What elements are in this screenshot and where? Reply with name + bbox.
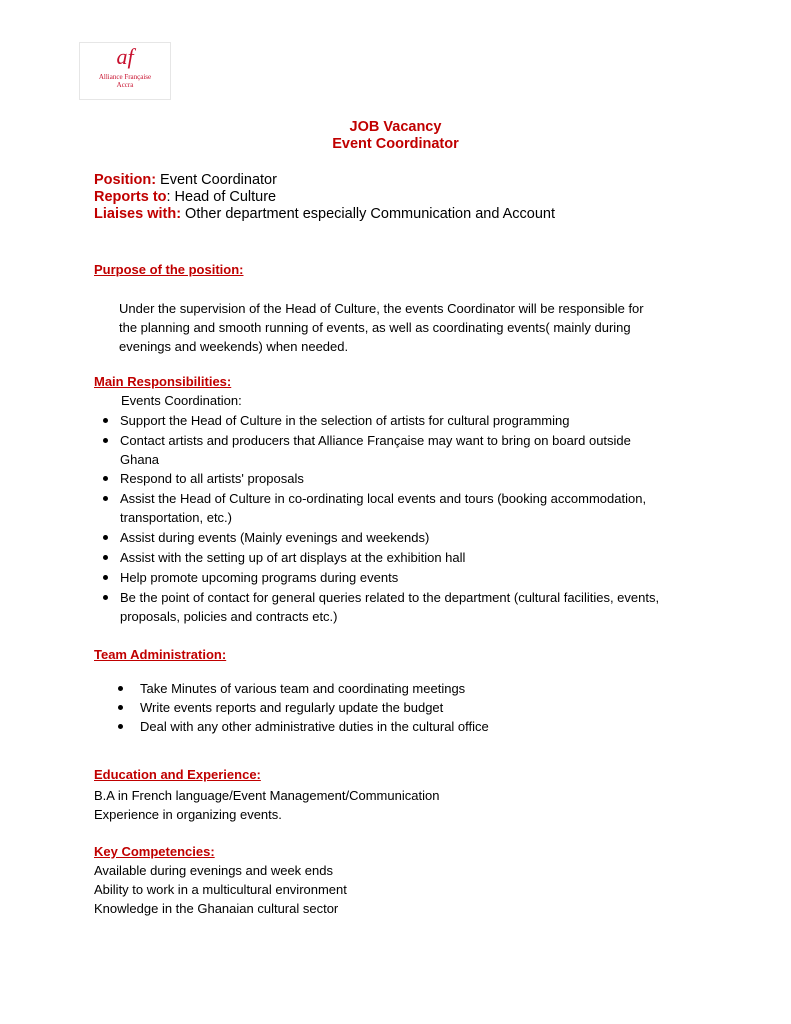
education-heading: Education and Experience: — [94, 767, 261, 782]
purpose-line: the planning and smooth running of events, as well as coordinating events( mainly during — [119, 320, 631, 335]
responsibility-item-continued: Ghana — [120, 452, 160, 467]
document-subtitle: Event Coordinator — [332, 136, 459, 152]
reports-to-value: : Head of Culture — [166, 189, 277, 205]
purpose-line: Under the supervision of the Head of Culture, the events Coordinator will be responsible for — [119, 301, 644, 316]
bullet-icon — [118, 705, 123, 710]
responsibility-item: Help promote upcoming programs during events — [120, 570, 399, 585]
position-row — [94, 172, 277, 189]
bullet-icon — [103, 476, 108, 481]
team-item: Write events reports and regularly update the budget — [140, 700, 444, 715]
education-line: Experience in organizing events. — [94, 807, 282, 822]
liaises-with-value: Other department especially Communication and Account — [181, 206, 556, 222]
purpose-line: evenings and weekends) when needed. — [119, 339, 349, 354]
team-item: Take Minutes of various team and coordinating meetings — [140, 681, 466, 696]
competency-line: Available during evenings and week ends — [94, 863, 333, 878]
responsibility-item: Be the point of contact for general queries related to the department (cultural facilities, events, — [120, 590, 660, 605]
liaises-with-label: Liaises with: — [94, 206, 182, 222]
responsibility-item: Support the Head of Culture in the selection of artists for cultural programming — [120, 413, 570, 428]
education-line: B.A in French language/Event Management/Communication — [94, 788, 440, 803]
responsibilities-intro: Events Coordination: — [121, 393, 242, 408]
logo-name: Alliance Française — [98, 73, 152, 81]
responsibility-item: Assist during events (Mainly evenings and weekends) — [120, 530, 430, 545]
bullet-icon — [118, 686, 123, 691]
competency-line: Knowledge in the Ghanaian cultural sector — [94, 901, 339, 916]
reports-to-label: Reports to — [94, 189, 167, 205]
reports-to-row — [94, 189, 276, 206]
bullet-icon — [103, 438, 108, 443]
competencies-heading: Key Competencies: — [94, 844, 215, 859]
bullet-icon — [118, 724, 123, 729]
responsibilities-heading: Main Responsibilities: — [94, 374, 232, 389]
logo-mark: af — [116, 44, 134, 69]
alliance-francaise-logo — [79, 42, 171, 100]
bullet-icon — [103, 575, 108, 580]
responsibility-item: Assist the Head of Culture in co-ordinating local events and tours (booking accommodation, — [120, 491, 647, 506]
bullet-icon — [103, 535, 108, 540]
position-label: Position: — [94, 172, 157, 188]
responsibility-item: Respond to all artists' proposals — [120, 471, 304, 486]
responsibility-item-continued: proposals, policies and contracts etc.) — [120, 609, 338, 624]
bullet-icon — [103, 418, 108, 423]
bullet-icon — [103, 496, 108, 501]
team-administration-heading: Team Administration: — [94, 647, 227, 662]
purpose-heading: Purpose of the position: — [94, 262, 244, 277]
document-title: JOB Vacancy — [349, 119, 442, 135]
team-item: Deal with any other administrative duties in the cultural office — [140, 719, 489, 734]
liaises-with-row — [94, 206, 555, 223]
position-value: Event Coordinator — [156, 172, 277, 188]
responsibility-item-continued: transportation, etc.) — [120, 510, 232, 525]
responsibility-item: Assist with the setting up of art displays at the exhibition hall — [120, 550, 466, 565]
bullet-icon — [103, 555, 108, 560]
bullet-icon — [103, 595, 108, 600]
responsibility-item: Contact artists and producers that Alliance Française may want to bring on board outside — [120, 433, 631, 448]
logo-city: Accra — [116, 81, 134, 89]
competency-line: Ability to work in a multicultural environment — [94, 882, 347, 897]
